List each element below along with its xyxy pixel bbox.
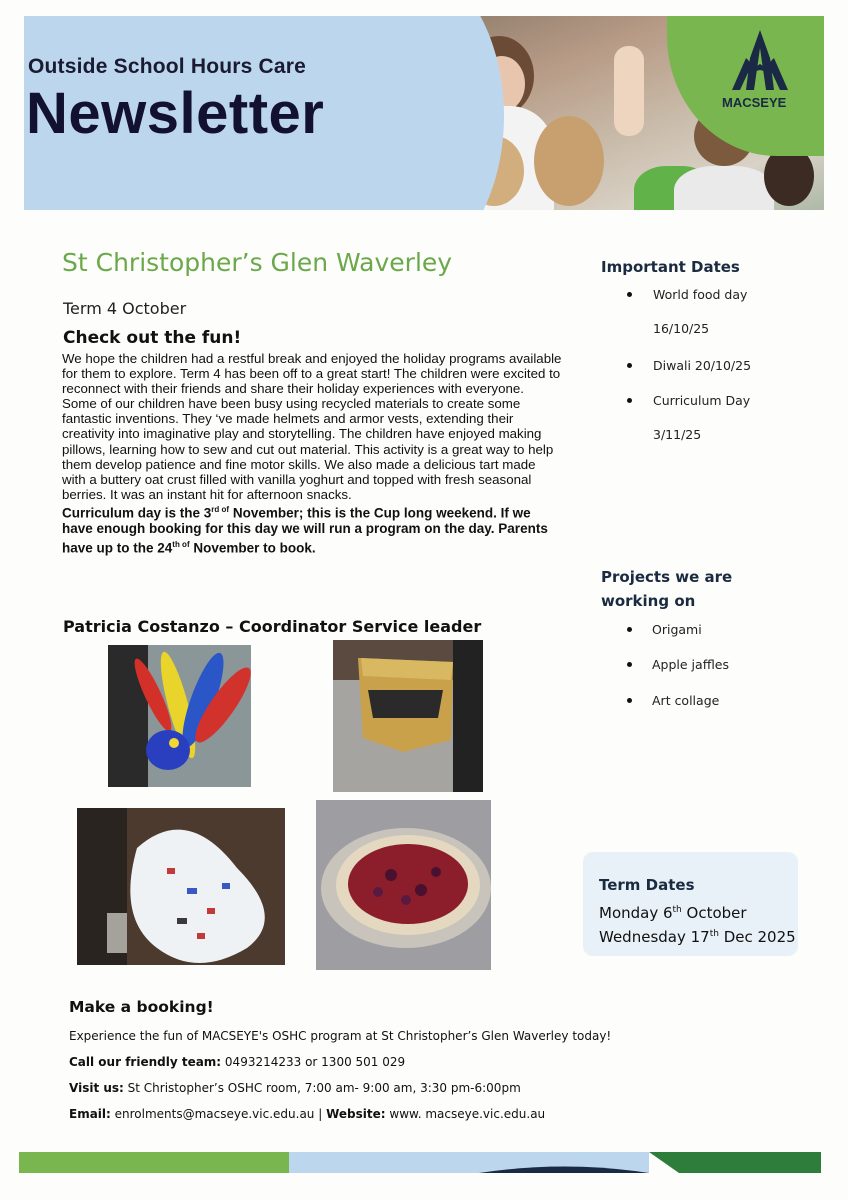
- email-link[interactable]: enrolments@macseye.vic.edu.au: [110, 1107, 315, 1121]
- banner-subtitle: Outside School Hours Care: [28, 55, 307, 78]
- date-item: Diwali 20/10/25: [653, 358, 752, 373]
- logo-text: MACSEYE: [722, 95, 787, 110]
- bullet-icon: [627, 698, 632, 703]
- photo-berry-tart: [316, 800, 491, 970]
- footer-strip: [19, 1152, 821, 1173]
- article-body: [62, 351, 562, 557]
- project-item: Origami: [652, 622, 702, 637]
- banner-title: Newsletter: [26, 81, 325, 146]
- body-paragraph-2: Some of our children have been busy using recycled materials to create some fantastic inventions. They ‘ve made helmets and armor vests, extending their creativity into imaginative play and storytelling. The children have enjoyed making pillows, learning how to sew and cut out material. This activity is a great way to help them develop patience and fine motor skills. We also made a delicious tart made with a buttery oat crust filled with vanilla yoghurt and topped with fresh seasonal berries. It was an instant hit for afternoon snacks.: [62, 396, 554, 502]
- booking-heading: Make a booking!: [69, 998, 214, 1016]
- term-start-date: Monday 6th October: [599, 904, 747, 922]
- bullet-icon: [627, 363, 632, 368]
- bullet-icon: [627, 292, 632, 297]
- term-end-date: Wednesday 17th Dec 2025: [599, 928, 796, 946]
- booking-visit: Visit us: St Christopher’s OSHC room, 7:00 am- 9:00 am, 3:30 pm-6:00pm: [69, 1081, 521, 1095]
- term-label: Term 4 October: [63, 299, 187, 318]
- fun-heading: Check out the fun!: [63, 328, 242, 348]
- date-item: World food day: [653, 287, 748, 302]
- bullet-icon: [627, 662, 632, 667]
- booking-phone: Call our friendly team: 0493214233 or 1300 501 029: [69, 1055, 406, 1069]
- photo-pillow: [77, 808, 285, 965]
- school-name: St Christopher’s Glen Waverley: [62, 248, 453, 277]
- booking-contact: Email: enrolments@macseye.vic.edu.au | Website: www. macseye.vic.edu.au: [69, 1107, 546, 1121]
- date-item: 16/10/25: [653, 321, 710, 336]
- date-item: 3/11/25: [653, 427, 702, 442]
- photo-recycled-helmet: [333, 640, 483, 792]
- photo-feather-helmet: [108, 645, 251, 787]
- body-paragraph-1: We hope the children had a restful break and enjoyed the holiday programs available for them to explore. Term 4 has been off to a great start! The children were excited to reconnect with their friends and share their holiday experiences with everyone.: [62, 351, 562, 397]
- important-dates-heading: Important Dates: [601, 258, 740, 276]
- projects-heading: Projects we are working on: [601, 568, 733, 610]
- project-item: Apple jaffles: [652, 657, 729, 672]
- term-dates-heading: Term Dates: [599, 876, 695, 894]
- date-item: Curriculum Day: [653, 393, 751, 408]
- booking-intro: Experience the fun of MACSEYE's OSHC program at St Christopher’s Glen Waverley today!: [69, 1029, 612, 1043]
- coordinator-name: Patricia Costanzo – Coordinator Service leader: [63, 617, 482, 636]
- website-link[interactable]: www. macseye.vic.edu.au: [385, 1107, 546, 1121]
- curriculum-note: Curriculum day is the $3^{rd of}$ November; this is the Cup long weekend. If we have enough booking for this day we will run a program on the day. Parents have up to the $24^{th of}$ November to book.: [62, 504, 548, 556]
- bullet-icon: [627, 627, 632, 632]
- bullet-icon: [627, 398, 632, 403]
- project-item: Art collage: [652, 693, 720, 708]
